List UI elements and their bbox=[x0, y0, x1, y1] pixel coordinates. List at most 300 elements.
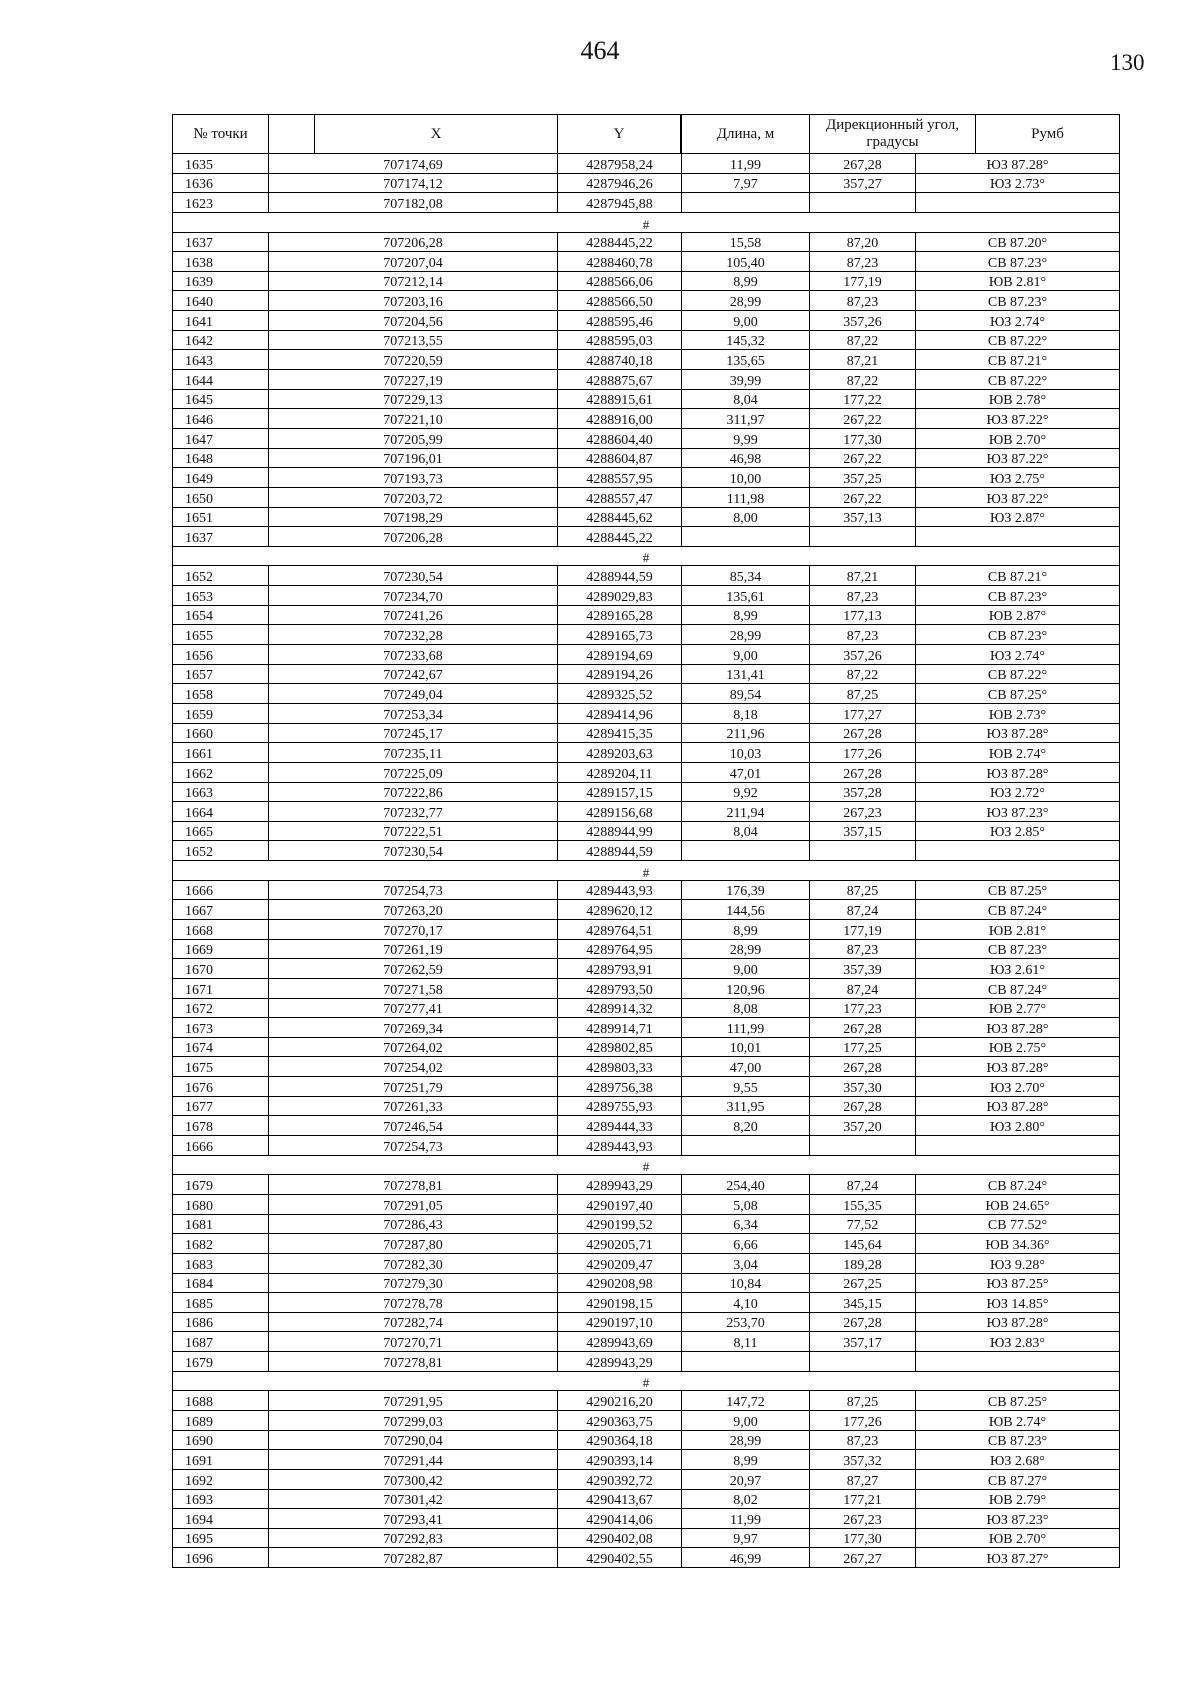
cell-length: 311,97 bbox=[682, 409, 810, 429]
cell-y: 4290402,55 bbox=[558, 1548, 682, 1568]
cell-y: 4288915,61 bbox=[558, 389, 682, 409]
cell-rumb: ЮВ 2.81° bbox=[916, 919, 1120, 939]
cell-point: 1637 bbox=[173, 232, 269, 252]
cell-point: 1635 bbox=[173, 154, 269, 174]
cell-y: 4290392,72 bbox=[558, 1469, 682, 1489]
cell-y: 4287945,88 bbox=[558, 193, 682, 213]
group-separator: # bbox=[173, 1155, 1120, 1175]
cell-angle: 357,26 bbox=[810, 645, 916, 665]
cell-rumb: СВ 87.24° bbox=[916, 900, 1120, 920]
cell-length: 9,00 bbox=[682, 1411, 810, 1431]
cell-angle: 267,23 bbox=[810, 802, 916, 822]
cell-rumb: ЮЗ 87.22° bbox=[916, 448, 1120, 468]
cell-x: 707222,86 bbox=[269, 782, 558, 802]
cell-angle: 87,24 bbox=[810, 900, 916, 920]
cell-length: 254,40 bbox=[682, 1175, 810, 1195]
cell-y: 4289444,33 bbox=[558, 1116, 682, 1136]
cell-y: 4290363,75 bbox=[558, 1411, 682, 1431]
table-body bbox=[173, 154, 1120, 1568]
cell-length: 85,34 bbox=[682, 566, 810, 586]
cell-length: 6,66 bbox=[682, 1234, 810, 1254]
cell-length: 4,10 bbox=[682, 1293, 810, 1313]
cell-rumb: ЮЗ 2.68° bbox=[916, 1450, 1120, 1470]
cell-y: 4289165,73 bbox=[558, 625, 682, 645]
table-row bbox=[173, 271, 1120, 291]
table-row bbox=[173, 821, 1120, 841]
cell-x: 707212,14 bbox=[269, 271, 558, 291]
cell-x: 707278,78 bbox=[269, 1293, 558, 1313]
cell-y: 4290364,18 bbox=[558, 1430, 682, 1450]
cell-point: 1652 bbox=[173, 566, 269, 586]
table-row bbox=[173, 1214, 1120, 1234]
table-row bbox=[173, 1037, 1120, 1057]
cell-y: 4288944,59 bbox=[558, 566, 682, 586]
cell-x: 707227,19 bbox=[269, 370, 558, 390]
table-row bbox=[173, 389, 1120, 409]
cell-length: 8,99 bbox=[682, 919, 810, 939]
cell-x: 707278,81 bbox=[269, 1352, 558, 1372]
cell-y: 4289803,33 bbox=[558, 1057, 682, 1077]
cell-angle: 177,26 bbox=[810, 1411, 916, 1431]
cell-length: 8,02 bbox=[682, 1489, 810, 1509]
cell-rumb: СВ 87.25° bbox=[916, 880, 1120, 900]
cell-point: 1639 bbox=[173, 271, 269, 291]
cell-length: 9,55 bbox=[682, 1077, 810, 1097]
cell-point: 1644 bbox=[173, 370, 269, 390]
cell-angle: 87,23 bbox=[810, 1430, 916, 1450]
cell-point: 1693 bbox=[173, 1489, 269, 1509]
cell-rumb: ЮЗ 14.85° bbox=[916, 1293, 1120, 1313]
cell-point: 1671 bbox=[173, 978, 269, 998]
cell-x: 707253,34 bbox=[269, 703, 558, 723]
cell-rumb: ЮЗ 2.83° bbox=[916, 1332, 1120, 1352]
cell-point: 1664 bbox=[173, 802, 269, 822]
cell-length: 15,58 bbox=[682, 232, 810, 252]
table-row bbox=[173, 743, 1120, 763]
cell-angle: 189,28 bbox=[810, 1253, 916, 1273]
cell-length bbox=[682, 841, 810, 861]
cell-point: 1673 bbox=[173, 1018, 269, 1038]
cell-angle: 177,30 bbox=[810, 428, 916, 448]
cell-point: 1638 bbox=[173, 252, 269, 272]
cell-rumb: ЮЗ 9.28° bbox=[916, 1253, 1120, 1273]
cell-rumb: ЮВ 34.36° bbox=[916, 1234, 1120, 1254]
cell-rumb: ЮЗ 87.27° bbox=[916, 1548, 1120, 1568]
cell-x: 707196,01 bbox=[269, 448, 558, 468]
table-row bbox=[173, 173, 1120, 193]
cell-length: 8,04 bbox=[682, 389, 810, 409]
cell-x: 707246,54 bbox=[269, 1116, 558, 1136]
cell-point: 1677 bbox=[173, 1096, 269, 1116]
cell-point: 1651 bbox=[173, 507, 269, 527]
cell-length: 11,99 bbox=[682, 1509, 810, 1529]
cell-angle: 87,21 bbox=[810, 350, 916, 370]
cell-angle bbox=[810, 841, 916, 861]
cell-angle: 267,28 bbox=[810, 1096, 916, 1116]
cell-rumb: СВ 87.27° bbox=[916, 1469, 1120, 1489]
cell-length: 28,99 bbox=[682, 625, 810, 645]
cell-length: 9,00 bbox=[682, 311, 810, 331]
table-row bbox=[173, 782, 1120, 802]
cell-point: 1640 bbox=[173, 291, 269, 311]
header-angle-rumb bbox=[810, 115, 1120, 154]
cell-point: 1683 bbox=[173, 1253, 269, 1273]
table-row bbox=[173, 527, 1120, 547]
cell-angle bbox=[810, 1136, 916, 1156]
cell-point: 1663 bbox=[173, 782, 269, 802]
cell-length bbox=[682, 1352, 810, 1372]
cell-y: 4288595,46 bbox=[558, 311, 682, 331]
cell-x: 707277,41 bbox=[269, 998, 558, 1018]
table-row bbox=[173, 1430, 1120, 1450]
table-row bbox=[173, 1332, 1120, 1352]
cell-x: 707279,30 bbox=[269, 1273, 558, 1293]
cell-x: 707182,08 bbox=[269, 193, 558, 213]
table-row bbox=[173, 586, 1120, 606]
cell-angle: 87,21 bbox=[810, 566, 916, 586]
table-row bbox=[173, 507, 1120, 527]
cell-length: 9,00 bbox=[682, 959, 810, 979]
cell-rumb: ЮЗ 87.28° bbox=[916, 762, 1120, 782]
cell-rumb: СВ 87.23° bbox=[916, 252, 1120, 272]
cell-x: 707205,99 bbox=[269, 428, 558, 448]
cell-length: 20,97 bbox=[682, 1469, 810, 1489]
cell-y: 4288604,40 bbox=[558, 428, 682, 448]
cell-x: 707203,72 bbox=[269, 487, 558, 507]
cell-point: 1667 bbox=[173, 900, 269, 920]
cell-point: 1645 bbox=[173, 389, 269, 409]
cell-length: 9,97 bbox=[682, 1528, 810, 1548]
cell-angle: 357,27 bbox=[810, 173, 916, 193]
group-separator-row bbox=[173, 546, 1120, 566]
table-row bbox=[173, 1234, 1120, 1254]
cell-x: 707232,28 bbox=[269, 625, 558, 645]
cell-rumb: СВ 87.22° bbox=[916, 370, 1120, 390]
cell-x: 707204,56 bbox=[269, 311, 558, 331]
cell-y: 4289943,29 bbox=[558, 1352, 682, 1372]
cell-x: 707251,79 bbox=[269, 1077, 558, 1097]
cell-angle: 177,21 bbox=[810, 1489, 916, 1509]
page-number: 464 bbox=[580, 36, 620, 65]
cell-length: 211,96 bbox=[682, 723, 810, 743]
table-row bbox=[173, 487, 1120, 507]
cell-x: 707254,73 bbox=[269, 880, 558, 900]
cell-length: 28,99 bbox=[682, 1430, 810, 1450]
cell-angle: 357,15 bbox=[810, 821, 916, 841]
cell-point: 1682 bbox=[173, 1234, 269, 1254]
cell-point: 1681 bbox=[173, 1214, 269, 1234]
cell-length: 135,65 bbox=[682, 350, 810, 370]
cell-rumb: ЮЗ 2.72° bbox=[916, 782, 1120, 802]
cell-y: 4290414,06 bbox=[558, 1509, 682, 1529]
cell-angle bbox=[810, 527, 916, 547]
cell-point: 1642 bbox=[173, 330, 269, 350]
cell-angle: 357,17 bbox=[810, 1332, 916, 1352]
cell-angle: 177,30 bbox=[810, 1528, 916, 1548]
table-row bbox=[173, 919, 1120, 939]
cell-angle: 87,23 bbox=[810, 586, 916, 606]
cell-length: 47,01 bbox=[682, 762, 810, 782]
cell-y: 4288595,03 bbox=[558, 330, 682, 350]
cell-x: 707282,87 bbox=[269, 1548, 558, 1568]
cell-point: 1660 bbox=[173, 723, 269, 743]
cell-x: 707221,10 bbox=[269, 409, 558, 429]
cell-length: 46,98 bbox=[682, 448, 810, 468]
cell-length: 8,08 bbox=[682, 998, 810, 1018]
cell-x: 707242,67 bbox=[269, 664, 558, 684]
cell-length: 135,61 bbox=[682, 586, 810, 606]
cell-x: 707225,09 bbox=[269, 762, 558, 782]
cell-y: 4288460,78 bbox=[558, 252, 682, 272]
cell-length: 253,70 bbox=[682, 1312, 810, 1332]
cell-y: 4288445,62 bbox=[558, 507, 682, 527]
cell-y: 4290393,14 bbox=[558, 1450, 682, 1470]
cell-point: 1656 bbox=[173, 645, 269, 665]
cell-x: 707213,55 bbox=[269, 330, 558, 350]
cell-angle: 177,22 bbox=[810, 389, 916, 409]
cell-x: 707220,59 bbox=[269, 350, 558, 370]
table-row bbox=[173, 1528, 1120, 1548]
cell-length: 8,99 bbox=[682, 1450, 810, 1470]
cell-angle: 87,25 bbox=[810, 684, 916, 704]
cell-angle: 357,25 bbox=[810, 468, 916, 488]
cell-angle: 87,23 bbox=[810, 625, 916, 645]
table-row bbox=[173, 291, 1120, 311]
cell-angle: 177,19 bbox=[810, 919, 916, 939]
cell-y: 4289443,93 bbox=[558, 1136, 682, 1156]
cell-y: 4288916,00 bbox=[558, 409, 682, 429]
group-separator-row bbox=[173, 1155, 1120, 1175]
cell-angle: 357,32 bbox=[810, 1450, 916, 1470]
cell-angle: 87,22 bbox=[810, 370, 916, 390]
cell-angle bbox=[810, 1352, 916, 1372]
cell-x: 707300,42 bbox=[269, 1469, 558, 1489]
table-row bbox=[173, 1136, 1120, 1156]
cell-rumb: ЮЗ 2.74° bbox=[916, 311, 1120, 331]
cell-x: 707254,02 bbox=[269, 1057, 558, 1077]
cell-x: 707235,11 bbox=[269, 743, 558, 763]
cell-rumb: ЮЗ 87.28° bbox=[916, 154, 1120, 174]
cell-y: 4289755,93 bbox=[558, 1096, 682, 1116]
cell-y: 4289764,95 bbox=[558, 939, 682, 959]
table-row bbox=[173, 330, 1120, 350]
cell-angle: 177,26 bbox=[810, 743, 916, 763]
cell-angle: 357,13 bbox=[810, 507, 916, 527]
cell-length: 6,34 bbox=[682, 1214, 810, 1234]
group-separator: # bbox=[173, 546, 1120, 566]
cell-x: 707271,58 bbox=[269, 978, 558, 998]
table-row bbox=[173, 1509, 1120, 1529]
cell-point: 1661 bbox=[173, 743, 269, 763]
cell-point: 1692 bbox=[173, 1469, 269, 1489]
cell-point: 1650 bbox=[173, 487, 269, 507]
cell-y: 4289203,63 bbox=[558, 743, 682, 763]
group-separator-row bbox=[173, 212, 1120, 232]
table-row bbox=[173, 1057, 1120, 1077]
cell-x: 707230,54 bbox=[269, 566, 558, 586]
table-row bbox=[173, 1352, 1120, 1372]
cell-length bbox=[682, 527, 810, 547]
cell-angle bbox=[810, 193, 916, 213]
cell-rumb: ЮЗ 2.73° bbox=[916, 173, 1120, 193]
cell-rumb: ЮЗ 2.70° bbox=[916, 1077, 1120, 1097]
group-separator: # bbox=[173, 1371, 1120, 1391]
cell-length: 111,99 bbox=[682, 1018, 810, 1038]
cell-point: 1689 bbox=[173, 1411, 269, 1431]
cell-x: 707174,69 bbox=[269, 154, 558, 174]
table-row bbox=[173, 1293, 1120, 1313]
cell-x: 707263,20 bbox=[269, 900, 558, 920]
cell-rumb: ЮЗ 87.28° bbox=[916, 1018, 1120, 1038]
cell-angle: 177,19 bbox=[810, 271, 916, 291]
coordinates-table bbox=[172, 114, 1120, 1568]
cell-point: 1655 bbox=[173, 625, 269, 645]
cell-x: 707229,13 bbox=[269, 389, 558, 409]
cell-length: 5,08 bbox=[682, 1194, 810, 1214]
header-y: Y bbox=[558, 115, 682, 154]
cell-rumb: ЮВ 2.70° bbox=[916, 1528, 1120, 1548]
cell-y: 4290216,20 bbox=[558, 1391, 682, 1411]
cell-angle: 267,22 bbox=[810, 409, 916, 429]
cell-y: 4289443,93 bbox=[558, 880, 682, 900]
cell-y: 4289764,51 bbox=[558, 919, 682, 939]
cell-point: 1654 bbox=[173, 605, 269, 625]
cell-rumb: ЮЗ 87.23° bbox=[916, 1509, 1120, 1529]
table-row bbox=[173, 1096, 1120, 1116]
cell-length: 28,99 bbox=[682, 291, 810, 311]
cell-x: 707282,30 bbox=[269, 1253, 558, 1273]
cell-y: 4289325,52 bbox=[558, 684, 682, 704]
cell-point: 1696 bbox=[173, 1548, 269, 1568]
sheet-number: 130 bbox=[1110, 50, 1145, 75]
cell-x: 707301,42 bbox=[269, 1489, 558, 1509]
cell-x: 707174,12 bbox=[269, 173, 558, 193]
cell-x: 707230,54 bbox=[269, 841, 558, 861]
table-row bbox=[173, 1411, 1120, 1431]
cell-x: 707261,19 bbox=[269, 939, 558, 959]
cell-rumb: ЮВ 2.78° bbox=[916, 389, 1120, 409]
cell-y: 4288740,18 bbox=[558, 350, 682, 370]
table-row bbox=[173, 880, 1120, 900]
table-row bbox=[173, 311, 1120, 331]
cell-point: 1666 bbox=[173, 1136, 269, 1156]
cell-rumb bbox=[916, 193, 1120, 213]
cell-rumb: ЮВ 24.65° bbox=[916, 1194, 1120, 1214]
cell-angle: 177,13 bbox=[810, 605, 916, 625]
table-row bbox=[173, 684, 1120, 704]
cell-point: 1662 bbox=[173, 762, 269, 782]
cell-point: 1694 bbox=[173, 1509, 269, 1529]
cell-rumb: ЮЗ 2.85° bbox=[916, 821, 1120, 841]
table-row bbox=[173, 1312, 1120, 1332]
cell-rumb: ЮВ 2.77° bbox=[916, 998, 1120, 1018]
cell-rumb: СВ 87.23° bbox=[916, 939, 1120, 959]
cell-rumb: СВ 87.21° bbox=[916, 566, 1120, 586]
group-separator-row bbox=[173, 1371, 1120, 1391]
cell-length: 8,00 bbox=[682, 507, 810, 527]
cell-y: 4289914,71 bbox=[558, 1018, 682, 1038]
cell-angle: 87,23 bbox=[810, 252, 916, 272]
cell-angle: 87,22 bbox=[810, 664, 916, 684]
cell-rumb: ЮВ 2.73° bbox=[916, 703, 1120, 723]
cell-angle: 267,28 bbox=[810, 1057, 916, 1077]
cell-rumb: СВ 87.23° bbox=[916, 625, 1120, 645]
table-row bbox=[173, 841, 1120, 861]
cell-point: 1690 bbox=[173, 1430, 269, 1450]
cell-length: 39,99 bbox=[682, 370, 810, 390]
cell-x: 707270,71 bbox=[269, 1332, 558, 1352]
table-row bbox=[173, 645, 1120, 665]
cell-y: 4289194,26 bbox=[558, 664, 682, 684]
cell-length: 145,32 bbox=[682, 330, 810, 350]
cell-y: 4288445,22 bbox=[558, 527, 682, 547]
cell-angle: 155,35 bbox=[810, 1194, 916, 1214]
cell-point: 1679 bbox=[173, 1352, 269, 1372]
cell-point: 1684 bbox=[173, 1273, 269, 1293]
cell-angle: 87,27 bbox=[810, 1469, 916, 1489]
cell-point: 1643 bbox=[173, 350, 269, 370]
cell-rumb: СВ 87.22° bbox=[916, 664, 1120, 684]
cell-point: 1657 bbox=[173, 664, 269, 684]
table-row bbox=[173, 1253, 1120, 1273]
cell-angle: 145,64 bbox=[810, 1234, 916, 1254]
cell-y: 4288944,59 bbox=[558, 841, 682, 861]
group-separator-row bbox=[173, 861, 1120, 881]
table-row bbox=[173, 900, 1120, 920]
header-point: № точки bbox=[173, 115, 269, 154]
table-row bbox=[173, 939, 1120, 959]
cell-x: 707241,26 bbox=[269, 605, 558, 625]
cell-angle: 87,22 bbox=[810, 330, 916, 350]
cell-rumb: ЮЗ 87.22° bbox=[916, 487, 1120, 507]
cell-length: 10,84 bbox=[682, 1273, 810, 1293]
cell-point: 1675 bbox=[173, 1057, 269, 1077]
cell-length: 211,94 bbox=[682, 802, 810, 822]
cell-x: 707264,02 bbox=[269, 1037, 558, 1057]
cell-length: 8,04 bbox=[682, 821, 810, 841]
table-row bbox=[173, 232, 1120, 252]
cell-angle: 177,25 bbox=[810, 1037, 916, 1057]
cell-angle: 177,27 bbox=[810, 703, 916, 723]
cell-length: 9,00 bbox=[682, 645, 810, 665]
cell-y: 4289165,28 bbox=[558, 605, 682, 625]
cell-rumb: ЮЗ 87.22° bbox=[916, 409, 1120, 429]
table-row bbox=[173, 1489, 1120, 1509]
cell-angle: 267,28 bbox=[810, 1312, 916, 1332]
cell-angle: 87,23 bbox=[810, 939, 916, 959]
cell-y: 4289914,32 bbox=[558, 998, 682, 1018]
table-row bbox=[173, 1077, 1120, 1097]
cell-rumb: ЮВ 2.70° bbox=[916, 428, 1120, 448]
cell-angle: 77,52 bbox=[810, 1214, 916, 1234]
header-x: X bbox=[269, 115, 558, 154]
cell-rumb: СВ 87.23° bbox=[916, 291, 1120, 311]
cell-x: 707293,41 bbox=[269, 1509, 558, 1529]
cell-rumb: СВ 87.20° bbox=[916, 232, 1120, 252]
cell-y: 4289204,11 bbox=[558, 762, 682, 782]
cell-angle: 267,28 bbox=[810, 762, 916, 782]
cell-point: 1636 bbox=[173, 173, 269, 193]
table-row bbox=[173, 1391, 1120, 1411]
cell-rumb: СВ 77.52° bbox=[916, 1214, 1120, 1234]
cell-point: 1641 bbox=[173, 311, 269, 331]
cell-rumb: ЮЗ 87.28° bbox=[916, 1096, 1120, 1116]
cell-y: 4290413,67 bbox=[558, 1489, 682, 1509]
table-row bbox=[173, 978, 1120, 998]
table-row bbox=[173, 409, 1120, 429]
cell-angle: 357,28 bbox=[810, 782, 916, 802]
cell-angle: 267,22 bbox=[810, 487, 916, 507]
